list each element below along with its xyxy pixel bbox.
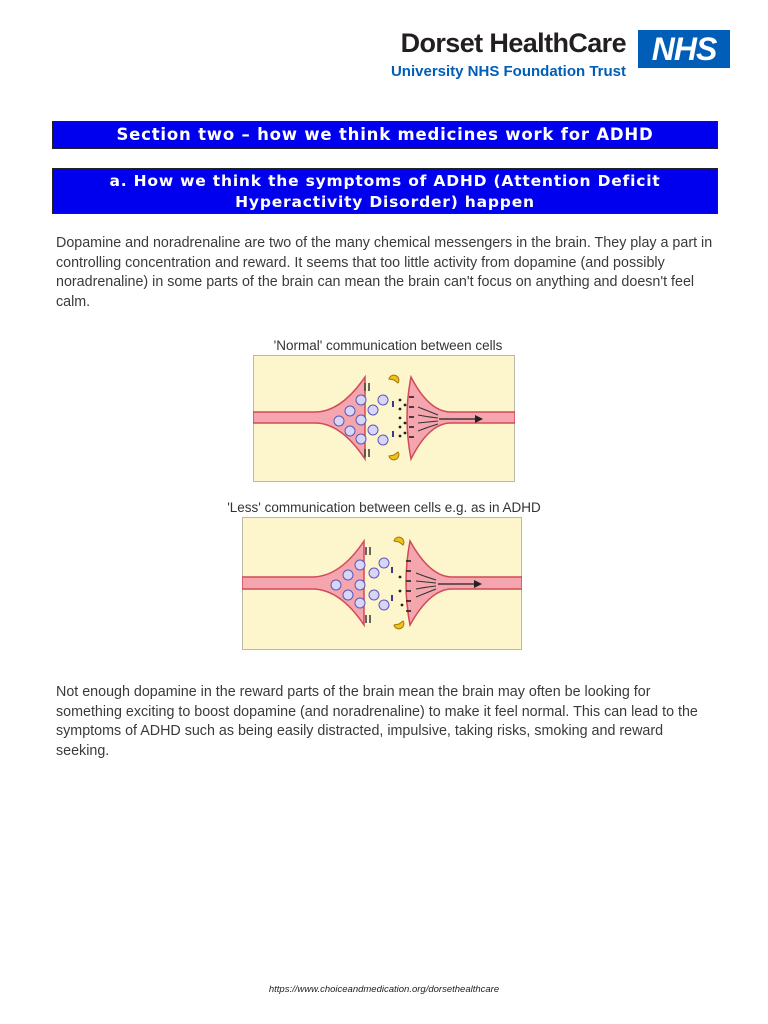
trust-name: University NHS Foundation Trust (390, 63, 626, 80)
org-name: Dorset HealthCare (400, 28, 626, 58)
nhs-badge: NHS (638, 30, 730, 68)
synapse-diagram-adhd (242, 517, 522, 650)
figure-caption-less: 'Less' communication between cells e.g. as in ADHD (227, 500, 541, 515)
subsection-title-banner: a. How we think the symptoms of ADHD (Attention Deficit Hyperactivity Disorder) happen (52, 168, 718, 214)
footer-url[interactable]: https://www.choiceandmedication.org/dorsethealthcare (268, 984, 500, 995)
figure-caption-normal: 'Normal' communication between cells (273, 338, 503, 353)
closing-paragraph: Not enough dopamine in the reward parts of the brain mean the brain may often be looking for something exciting to boost dopamine (and noradrenaline) to make it feel normal. This can lead to the symptoms of ADHD such as being easily distracted, impulsive, taking risks, smoking and reward seeking. (56, 684, 698, 759)
synapse-diagram-normal (253, 355, 515, 482)
intro-paragraph: Dopamine and noradrenaline are two of the many chemical messengers in the brain. They play a part in controlling concentration and reward. It seems that too little activity from dopamine (and possibly noradrenaline) in some parts of the brain can mean the brain can't focus on anything and doesn't feel calm. (56, 235, 713, 310)
section-title-banner: Section two – how we think medicines work for ADHD (52, 121, 718, 149)
